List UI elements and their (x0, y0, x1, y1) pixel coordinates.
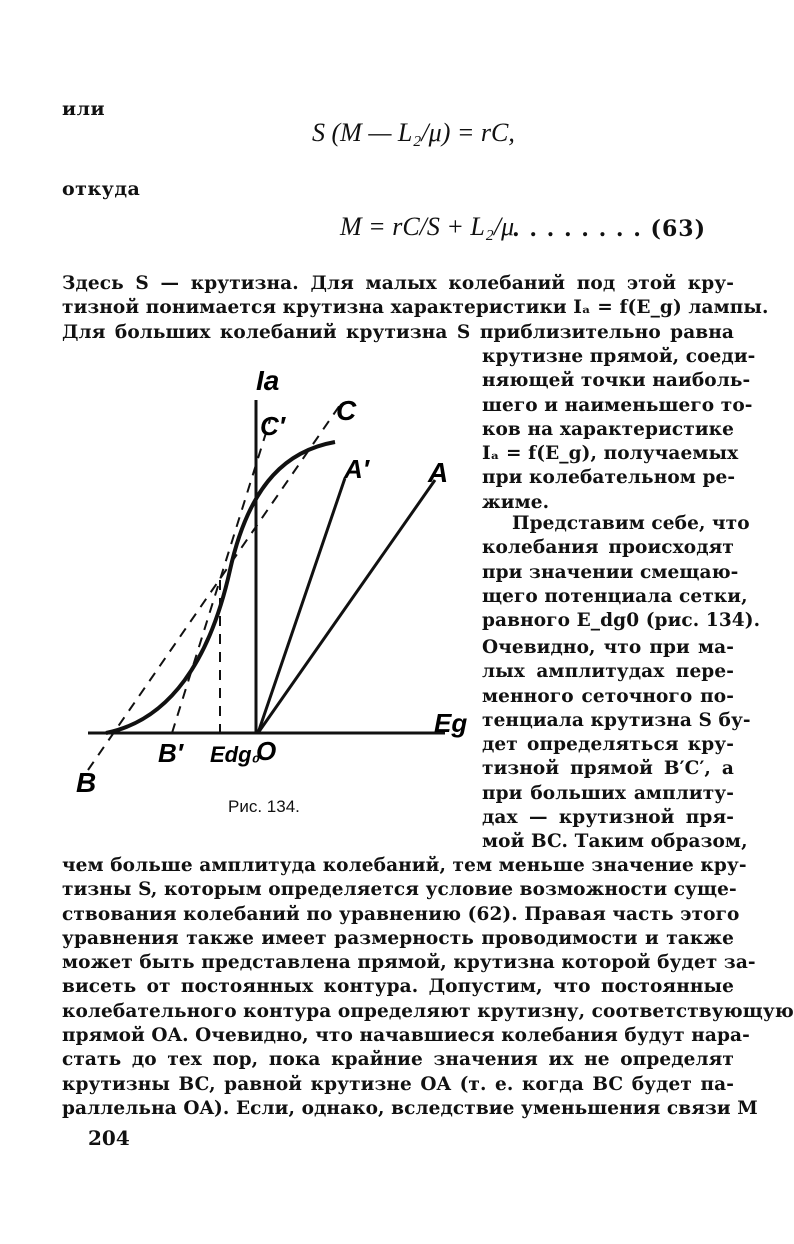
text-line: ков на характеристике (482, 418, 734, 440)
text-line: при колебательном ре- (482, 467, 736, 489)
label-c: C (336, 395, 357, 426)
text-line: менного сеточного по- (482, 685, 734, 707)
text-line: тизной понимается крутизна характеристики Iₐ = f(E_g) лампы. (62, 297, 769, 319)
word-or: или (62, 98, 106, 120)
text-line: щего потенциала сетки, (482, 585, 748, 607)
text-line: мой BC. Таким образом, (482, 831, 748, 853)
side-text-1 (482, 345, 756, 515)
text-line: колебательного контура определяют крутизну, соответствующую (62, 1000, 794, 1022)
line-oa (258, 480, 435, 733)
paragraph-2 (62, 854, 794, 1121)
text-line: шего и наименьшего то- (482, 394, 753, 416)
text-line: может быть представлена прямой, крутизна которой будет за- (62, 952, 756, 974)
line-oap (258, 478, 345, 733)
label-edg: Edg₀ (210, 742, 261, 767)
text-line: крутизне прямой, соеди- (482, 346, 756, 367)
text-line: крутизны BC, равной крутизне OA (т. е. когда BC будет па- (62, 1073, 734, 1095)
side-text-3 (482, 636, 751, 855)
text-line: стать до тех пор, пока крайние значения их не определят (62, 1049, 734, 1071)
equation-63-number: . . . . . . . . (63) (512, 216, 706, 242)
text-line: тизной прямой B′C′, а (482, 758, 734, 780)
label-a: A (428, 457, 449, 488)
equation-1 (312, 118, 572, 148)
text-line: жиме. (482, 491, 550, 513)
text-line: Представим себе, что (512, 513, 750, 534)
text-line: тенциала крутизна S бу- (482, 709, 751, 731)
paragraph-1 (62, 272, 769, 345)
figure-134 (60, 360, 480, 800)
text-line: Iₐ = f(E_g), получаемых (482, 443, 739, 465)
text-line: тизны S, которым определяется условие возможности суще- (62, 879, 737, 901)
text-line: дет определяться кру- (482, 734, 734, 756)
text-line: равного E_dg0 (рис. 134). (482, 610, 761, 632)
page-number: 204 (88, 1126, 130, 1150)
text-line: висеть от постоянных контура. Допустим, что постоянные (62, 976, 734, 998)
label-o: O (256, 736, 277, 766)
text-line: прямой OA. Очевидно, что начавшиеся колебания будут нара- (62, 1025, 750, 1047)
side-text-2 (482, 512, 761, 633)
figure-caption: Рис. 134. (228, 797, 300, 816)
text-line: лых амплитудах пере- (482, 661, 734, 683)
text-line: ствования колебаний по уравнению (62). Правая часть этого (62, 903, 740, 925)
text-line: чем больше амплитуда колебаний, тем меньше значение кру- (62, 855, 747, 876)
equation-63-text: M = rC/S + L₂/μ (340, 212, 515, 241)
label-bp: B′ (158, 738, 184, 768)
equation-1-text: S (M — L₂/μ) = rC, (312, 118, 515, 147)
text-line: дах — крутизной пря- (482, 807, 734, 829)
text-line: при значении смещаю- (482, 561, 739, 583)
text-line: при больших амплиту- (482, 782, 734, 804)
line-bc (88, 405, 340, 770)
text-line: Здесь S — крутизна. Для малых колебаний под этой кру- (62, 273, 734, 294)
text-line: уравнения также имеет размерность проводимости и также (62, 927, 734, 949)
text-line: Для больших колебаний крутизна S приблизительно равна (62, 321, 734, 343)
label-ia: Iа (256, 365, 280, 396)
label-eg: Eg (434, 708, 468, 738)
text-line: Очевидно, что при ма- (482, 637, 734, 658)
label-cp: C′ (260, 411, 286, 441)
label-ap: A′ (344, 454, 370, 484)
text-line: няющей точки наиболь- (482, 370, 751, 392)
text-line: колебания происходят (482, 537, 734, 559)
equation-63 (340, 212, 540, 242)
word-whence: откуда (62, 178, 141, 200)
label-b: B (76, 767, 97, 798)
text-line: раллельна OA). Если, однако, вследствие уменьшения связи M (62, 1097, 758, 1119)
